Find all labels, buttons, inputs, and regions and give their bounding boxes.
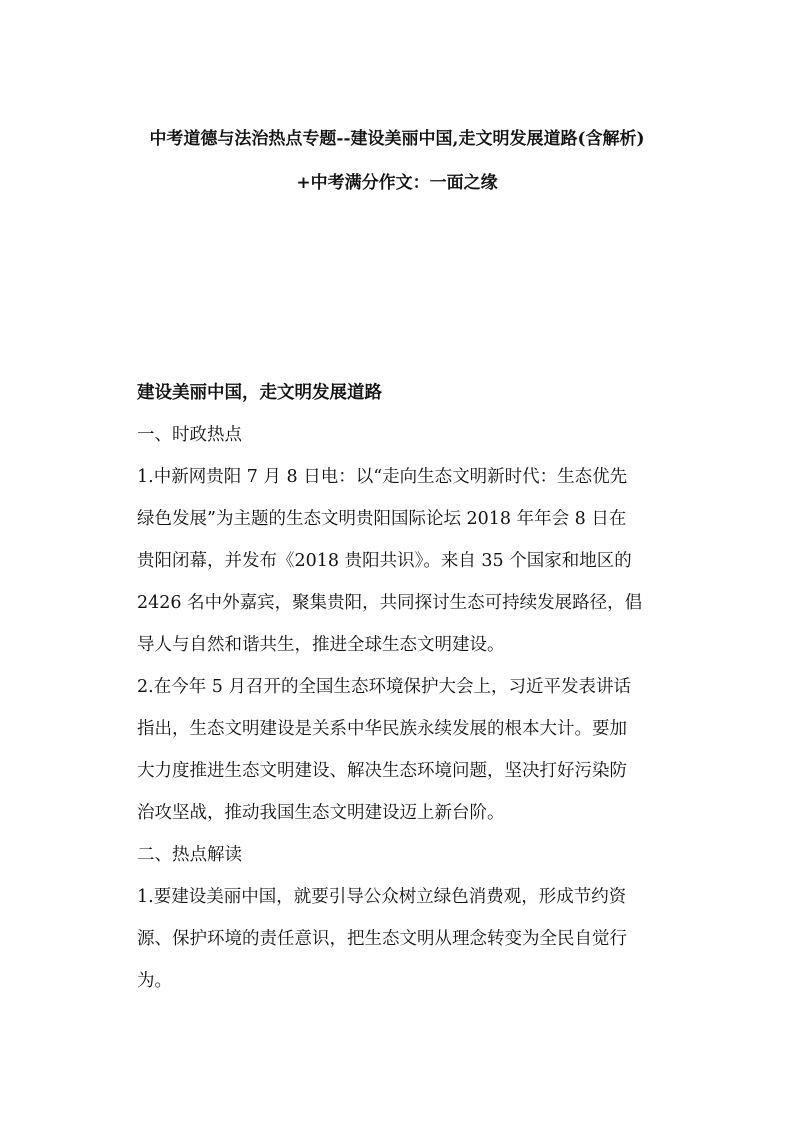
paragraph-line: 大力度推进生态文明建设、解决生态环境问题，坚决打好污染防 [137,761,627,781]
paragraph-line: 治攻坚战，推动我国生态文明建设迈上新台阶。 [137,803,505,823]
paragraph-line: 导人与自然和谐共生，推进全球生态文明建设。 [137,635,505,655]
paragraph-line: 1.中新网贵阳 7 月 8 日电：以“走向生态文明新时代：生态优先 [137,467,628,487]
paragraph-line: 贵阳闭幕，并发布《2018 贵阳共识》。来自 35 个国家和地区的 [137,551,632,571]
paragraph-line: 指出，生态文明建设是关系中华民族永续发展的根本大计。要加 [137,719,627,739]
paragraph-line: 源、保护环境的责任意识，把生态文明从理念转变为全民自觉行 [137,929,627,949]
paragraph-line: 2.在今年 5 月召开的全国生态环境保护大会上，习近平发表讲话 [137,677,631,697]
document-title-line-2: +中考满分作文：一面之缘 [296,173,498,193]
document-title-line-1: 中考道德与法治热点专题--建设美丽中国,走文明发展道路(含解析) [149,129,645,149]
paragraph-line: 1.要建设美丽中国，就要引导公众树立绿色消费观，形成节约资 [137,887,627,907]
document-body [137,378,667,1008]
item2-paragraph [137,672,667,828]
section-heading: 建设美丽中国，走文明发展道路 [137,383,382,403]
paragraph-line: 绿色发展”为主题的生态文明贵阳国际论坛 2018 年年会 8 日在 [137,509,627,529]
item1-paragraph [137,462,667,660]
paragraph-line: 为。 [137,971,172,991]
part2-heading: 二、热点解读 [137,845,242,865]
item3-paragraph [137,882,667,996]
paragraph-line: 2426 名中外嘉宾，聚集贵阳，共同探讨生态可持续发展路径，倡 [137,593,643,613]
part1-heading: 一、时政热点 [137,425,242,445]
